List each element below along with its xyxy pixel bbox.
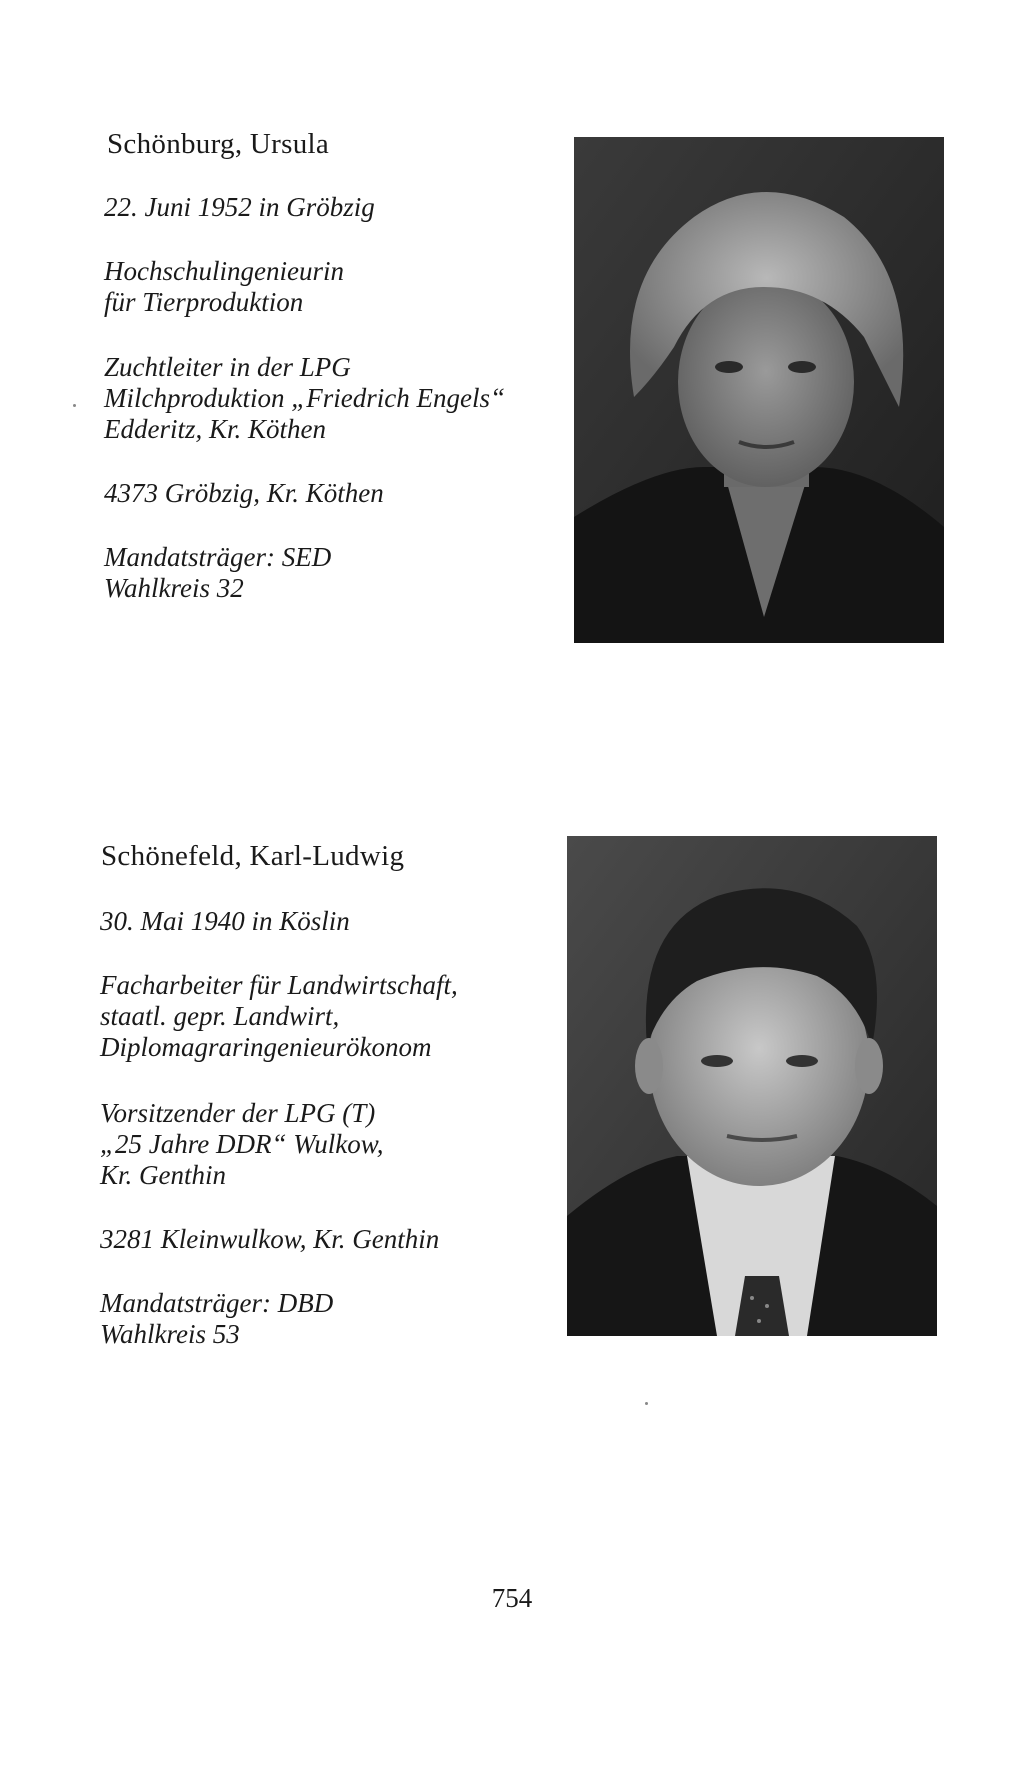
position-line: Vorsitzender der LPG (T) [100, 1098, 376, 1128]
birth-line: 22. Juni 1952 in Gröbzig [104, 192, 375, 222]
mandate-line: Mandatsträger: DBD [100, 1288, 334, 1318]
position-line: Milchproduktion „Friedrich Engels“ [104, 383, 505, 413]
entry-name: Schönefeld, Karl-Ludwig [101, 840, 405, 872]
portrait-photo [574, 137, 944, 643]
education-line: Facharbeiter für Landwirtschaft, [100, 970, 458, 1000]
position-line: Edderitz, Kr. Köthen [104, 414, 327, 444]
entry-schoenburg [0, 0, 1024, 700]
address-line: 3281 Kleinwulkow, Kr. Genthin [100, 1224, 440, 1254]
mandate-info [104, 542, 331, 604]
position-line: Kr. Genthin [100, 1160, 227, 1190]
address-info [100, 1224, 439, 1255]
education-info [104, 256, 344, 318]
education-line: Hochschulingenieurin [104, 256, 344, 286]
birth-info [104, 192, 375, 223]
mandate-info [100, 1288, 333, 1350]
entry-name: Schönburg, Ursula [107, 128, 330, 160]
birth-line: 30. Mai 1940 in Köslin [100, 906, 350, 936]
birth-info [100, 906, 350, 937]
mandate-line: Wahlkreis 53 [100, 1319, 240, 1349]
page-number: 754 [491, 1583, 533, 1613]
address-info [104, 478, 384, 509]
entry-schoenefeld [0, 840, 1024, 1400]
education-info [100, 970, 458, 1063]
position-line: „25 Jahre DDR“ Wulkow, [100, 1129, 384, 1159]
address-line: 4373 Gröbzig, Kr. Köthen [104, 478, 384, 508]
portrait-photo [567, 836, 937, 1336]
position-info [100, 1098, 384, 1191]
mandate-line: Wahlkreis 32 [104, 573, 244, 603]
position-line: Zuchtleiter in der LPG [104, 352, 351, 382]
position-info [104, 352, 505, 445]
print-speck [645, 1402, 648, 1405]
education-line: staatl. gepr. Landwirt, [100, 1001, 340, 1031]
education-line: für Tierproduktion [104, 287, 304, 317]
education-line: Diplomagraringenieurökonom [100, 1032, 432, 1062]
print-speck [73, 404, 76, 407]
mandate-line: Mandatsträger: SED [104, 542, 332, 572]
